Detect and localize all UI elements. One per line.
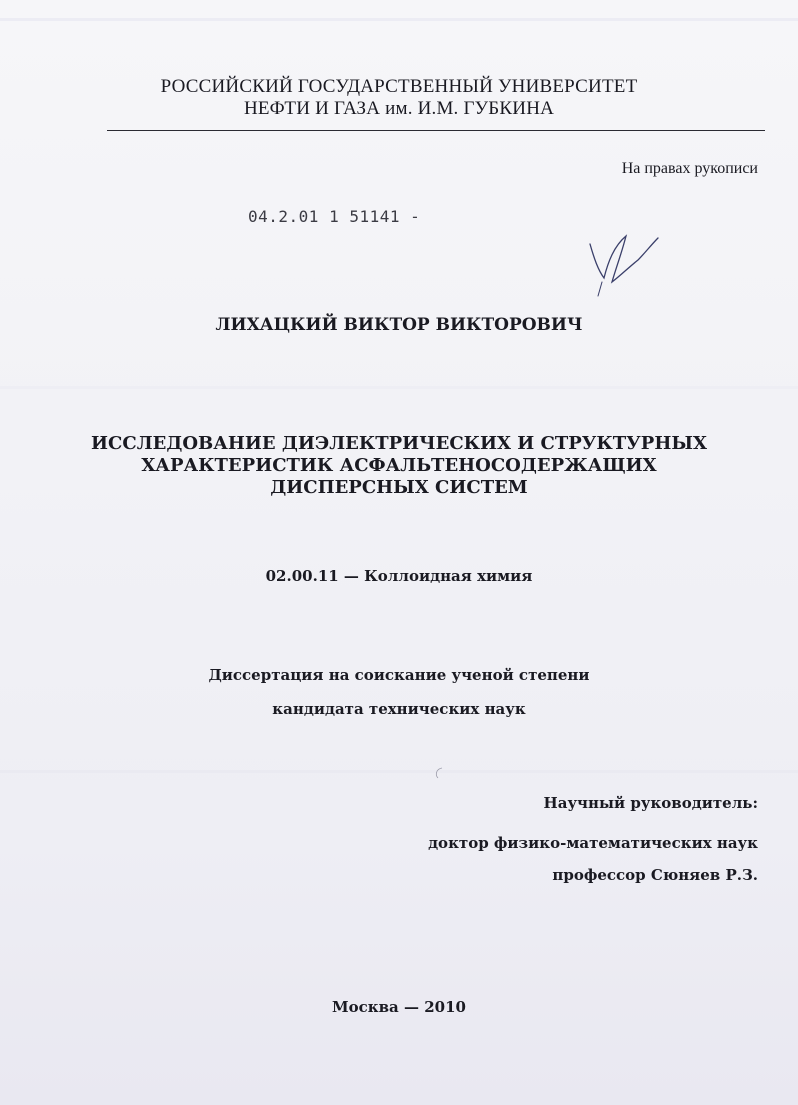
- title-line-1: ИССЛЕДОВАНИЕ ДИЭЛЕКТРИЧЕСКИХ И СТРУКТУРНЫХ: [91, 433, 707, 454]
- degree-line-1: Диссертация на соискание ученой степени: [208, 666, 590, 684]
- city-year: Москва — 2010: [332, 998, 466, 1016]
- scan-noise: [0, 770, 798, 773]
- supervisor-heading: Научный руководитель:: [543, 794, 758, 812]
- supervisor-name: профессор Сюняев Р.З.: [552, 866, 758, 884]
- supervisor-degree: доктор физико-математических наук: [428, 834, 758, 852]
- dissertation-title: [0, 433, 798, 499]
- pencil-mark: [432, 766, 446, 780]
- specialty-code: 02.00.11 — Коллоидная химия: [265, 567, 533, 585]
- scan-noise: [0, 18, 798, 21]
- scan-noise: [0, 386, 798, 389]
- title-line-2: ХАРАКТЕРИСТИК АСФАЛЬТЕНОСОДЕРЖАЩИХ: [141, 455, 657, 476]
- university-line-2: НЕФТИ И ГАЗА им. И.М. ГУБКИНА: [243, 98, 555, 119]
- author-name: ЛИХАЦКИЙ ВИКТОР ВИКТОРОВИЧ: [215, 315, 583, 335]
- title-line-3: ДИСПЕРСНЫХ СИСТЕМ: [270, 477, 528, 498]
- manuscript-note: На правах рукописи: [621, 160, 758, 177]
- header-divider: [107, 130, 765, 131]
- signature-mark: [582, 216, 662, 298]
- degree-line-2: кандидата технических наук: [272, 700, 526, 718]
- university-line-1: РОССИЙСКИЙ ГОСУДАРСТВЕННЫЙ УНИВЕРСИТЕТ: [160, 76, 638, 97]
- university-header: [0, 76, 798, 120]
- stamp-number: 04.2.01 1 51141 -: [248, 207, 421, 226]
